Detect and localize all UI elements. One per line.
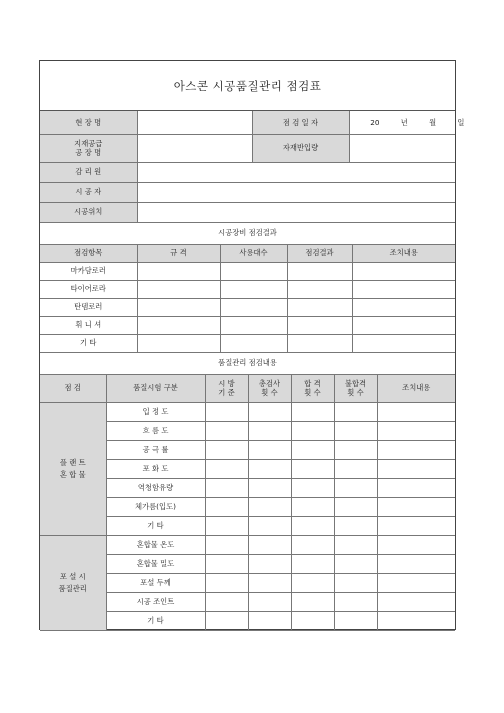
info-table	[40, 111, 465, 223]
supervisor-value[interactable]	[137, 162, 455, 182]
quality-item: 역청함유량	[106, 478, 205, 497]
quality-header-total: 총검사 횟 수	[248, 374, 291, 402]
inspection-date-value[interactable]	[349, 111, 465, 134]
supervisor-label: 감 리 원	[40, 162, 137, 182]
date-year: 20	[370, 117, 380, 127]
quality-item: 기 타	[106, 611, 205, 630]
form-title: 아스콘 시공품질관리 점검표	[40, 61, 455, 111]
equipment-section-title: 시공장비 점검결과	[40, 222, 455, 244]
equipment-item: 기 타	[40, 334, 137, 352]
equipment-item: 타이어로라	[40, 280, 137, 298]
contractor-label: 시 공 자	[40, 182, 137, 202]
quality-item: 체가름(입도)	[106, 497, 205, 516]
material-qty-label: 자재반입량	[252, 134, 349, 162]
quality-item: 공 극 률	[106, 440, 205, 459]
quality-item: 포설 두께	[106, 573, 205, 592]
inspection-date-label: 점 검 일 자	[252, 111, 349, 134]
date-year-unit: 년	[400, 117, 408, 127]
quality-header-fail: 불합격 횟 수	[334, 374, 377, 402]
quality-header-pass: 합 격 횟 수	[291, 374, 334, 402]
quality-item: 혼합물 온도	[106, 535, 205, 554]
material-qty-value[interactable]	[349, 134, 455, 162]
location-value[interactable]	[137, 202, 455, 222]
quality-item: 기 타	[106, 516, 205, 535]
quality-header-method: 시 방 기 준	[205, 374, 248, 402]
quality-item: 입 정 도	[106, 402, 205, 421]
quality-header-inspection: 점 검	[40, 374, 106, 402]
equipment-header-spec: 규 격	[137, 244, 220, 262]
group-plant-mix-label: 플 랜 트 혼 합 물	[40, 402, 106, 535]
date-month-unit: 월	[429, 117, 437, 127]
date-day-unit: 일	[457, 117, 465, 127]
equipment-item: 탄뎀로러	[40, 298, 137, 316]
equipment-header-count: 사용대수	[220, 244, 287, 262]
location-label: 시공위치	[40, 202, 137, 222]
equipment-header-action: 조치내용	[352, 244, 455, 262]
quality-header-test-type: 품질시험 구분	[106, 374, 205, 402]
site-name-label: 현 장 명	[40, 111, 137, 134]
group-paving-label: 포 설 시 품질관리	[40, 535, 106, 630]
equipment-table	[40, 222, 455, 353]
quality-item: 혼합물 밀도	[106, 554, 205, 573]
quality-header-action: 조치내용	[377, 374, 455, 402]
equipment-header-result: 점검결과	[287, 244, 352, 262]
equipment-header-item: 점검항목	[40, 244, 137, 262]
quality-table	[40, 352, 455, 631]
equipment-item: 휘 니 셔	[40, 316, 137, 334]
site-name-value[interactable]	[137, 111, 252, 134]
contractor-value[interactable]	[137, 182, 455, 202]
quality-item: 흐 름 도	[106, 421, 205, 440]
supplier-label: 지재공급 공 장 명	[40, 134, 137, 162]
inspection-form	[39, 60, 465, 630]
quality-item: 시공 조인트	[106, 592, 205, 611]
quality-item: 포 화 도	[106, 459, 205, 478]
supplier-value[interactable]	[137, 134, 252, 162]
quality-section-title: 품질관리 점검내용	[40, 352, 455, 374]
equipment-item: 마카담로러	[40, 262, 137, 280]
